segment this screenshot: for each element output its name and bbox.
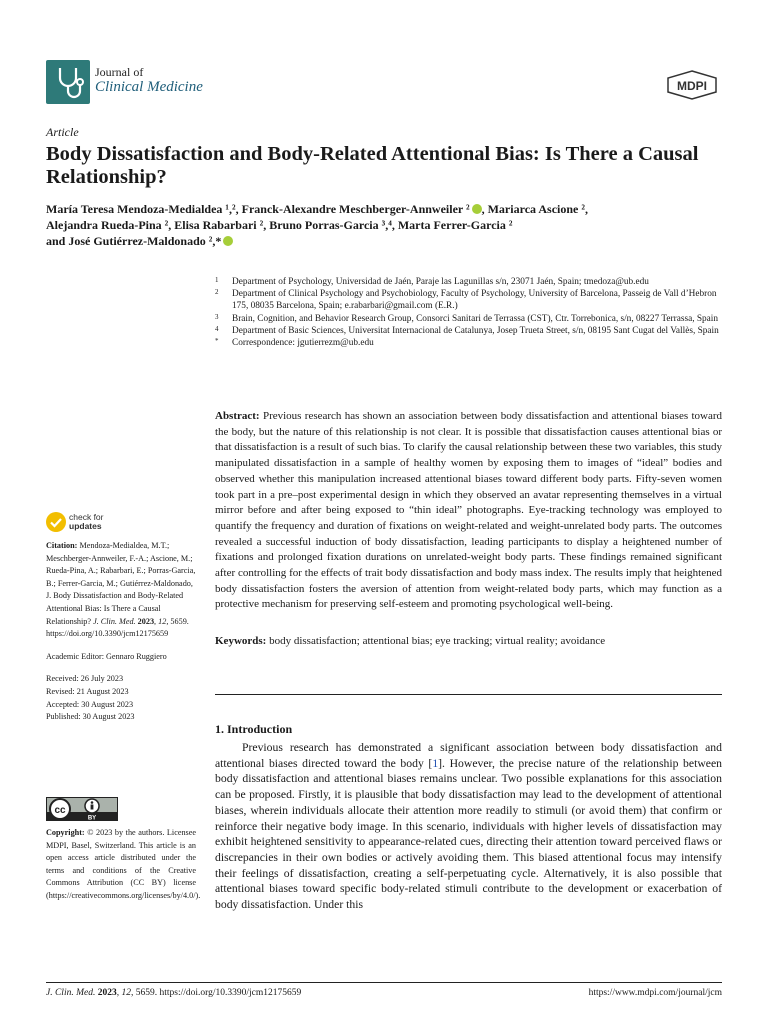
keywords-text: body dissatisfaction; attentional bias; eye tracking; virtual reality; avoidance [269,635,606,647]
author-list [46,201,726,249]
copyright-notice: Copyright: © 2023 by the authors. Licensee MDPI, Basel, Switzerland. This article is an open access article distributed under the terms and conditions of the Creative Commons Attribution (CC BY) license (https://creativecommons.org/licenses/by/4.0/). [46,828,201,900]
authors-line-1[interactable]: María Teresa Mendoza-Medialdea ¹,², Franck-Alexandre Meschberger-Annweiler ² [46,202,470,216]
article-title: Body Dissatisfaction and Body-Related Attentional Bias: Is There a Causal Relationship? [46,143,699,188]
check-for-updates-button[interactable]: check for updates [46,512,126,534]
footer-doi-link[interactable]: , 5659. https://doi.org/10.3390/jcm12175659 [130,988,302,998]
section-divider [215,694,722,695]
date-revised: Revised: 21 August 2023 [46,686,129,696]
affiliations [215,276,720,349]
check-icon [46,512,66,532]
footer-divider [46,982,722,983]
affiliation-item: 3 Brain, Cognition, and Behavior Research Group, Consorci Sanitari de Terrassa (CST), Ctr. Torrebonica, s/n, 08227 Terrassa, Spain [215,312,719,324]
citation: Citation: Mendoza-Medialdea, M.T.; Meschberger-Annweiler, F.-A.; Ascione, M.; Rueda-Pina, A.; Rabarbari, E.; Porras-Garcia, B.; Ferrer-Garcia, M.; Gutiérrez-Maldonado, J. Body Dissatisfaction and Body-Related Attentional Bias: Is There a Causal Relationship? J. Clin. Med. 2023, 12, 5659. https://doi.org/10.3390/jcm12175659 [46,541,196,639]
journal-name: Clinical Medicine [95,79,203,95]
svg-text:cc: cc [54,805,66,816]
article-sidebar [46,540,196,724]
affiliation-item: * Correspondence: jgutierrezm@ub.edu [215,337,374,349]
svg-text:MDPI: MDPI [677,79,707,93]
section-heading-introduction: 1. Introduction [215,722,293,736]
doi-link[interactable]: 5659. https://doi.org/10.3390/jcm12175659 [46,616,189,639]
keywords-label: Keywords: [215,635,267,647]
journal-logo [46,60,90,104]
keywords [215,634,722,649]
article-type: Article [46,125,79,139]
footer-citation: J. Clin. Med. 2023, 12, 5659. https://doi.org/10.3390/jcm12175659 [46,988,302,998]
footer-journal-url[interactable]: https://www.mdpi.com/journal/jcm [588,988,722,998]
svg-text:BY: BY [87,815,97,821]
date-received: Received: 26 July 2023 [46,674,124,684]
orcid-icon[interactable] [223,236,233,246]
date-accepted: Accepted: 30 August 2023 [46,699,134,709]
authors-line-2[interactable]: Alejandra Rueda-Pina ², Elisa Rabarbari ², Bruno Porras-Garcia ³,⁴, Marta Ferrer-Garcia ² [46,218,513,232]
abstract [215,409,722,613]
authors-line-3[interactable]: and José Gutiérrez-Maldonado ²,* [46,234,222,248]
journal-prefix: Journal of [95,65,144,79]
citation-link[interactable]: 1 [432,756,439,770]
mdpi-logo[interactable] [666,70,718,100]
intro-paragraph: Previous research has demonstrated a significant association between body dissatisfaction and attentional biases directed toward the body [1]. However, the precise nature of the relationship between body dissatisfaction and attentional biases remains unclear. Two possible explanations for this association can be proposed. Firstly, it is plausible that body dissatisfaction may lead to the development of attentional biases, wherein individuals allocate their attention more readily to stimuli (or avoid them) that confirm or reinforce their negative body image. In this scenario, individuals with higher levels of dissatisfaction may exhibit heightened sensitivity to appearance-related cues, directing their attention toward perceived flaws or discrepancies in their own bodies or actively avoiding them. This biased attentional focus may intensify their feelings of dissatisfaction, creating a self-perpetuating cycle. Alternatively, it is also possible that attentional biases toward specific body-related stimuli contribute to the development or exacerbation of body dissatisfaction. Under this [215,741,722,912]
affiliation-item: 4 Department of Basic Sciences, Universitat Internacional de Catalunya, Josep Trueta Street, s/n, 08195 Sant Cugat del Vallès, Spain [215,324,719,336]
stethoscope-icon [46,60,90,104]
authors-line-1b[interactable]: , Mariarca Ascione ², [481,202,588,216]
academic-editor: Academic Editor: Gennaro Ruggiero [46,651,167,661]
affiliation-item: 2 Department of Clinical Psychology and Psychobiology, Faculty of Psychology, University of Barcelona, Passeig de Vall d’Hebron 175, 08035 Barcelona, Spain; e.rabarbari@gmail.com (E.R.) [215,288,717,312]
orcid-icon[interactable] [472,204,482,214]
cc-by-badge[interactable] [46,797,118,821]
abstract-text: Previous research has shown an association between body dissatisfaction and attentional biases toward the body, but the nature of this relationship is not clear. It is possible that dissatisfaction causes attentional bias or that dissatisfaction is a result of such bias. To clarify the causal relationship between these two variables, this study manipulated dissatisfaction in a sample of healthy women by exposing them to images of “ideal” bodies and observed whether this manipulation increased attentional biases toward different body parts. Fifty-seven women took part in a pre–post experimental design in which they observed an avatar representing themselves in a virtual mirror before and after being exposed to “thin ideal” photographs. Eye-tracking technology was employed to quantify the frequency and duration of fixations on weight-related and weight-unrelated body parts. The outcomes revealed a successful induction of body dissatisfaction, leading participants to display a heightened number of fixations and prolonged fixation durations on unrelated-weight body parts. These findings remained significant after controlling for the effects of trait body dissatisfaction and body mass index. The results imply that heightened body dissatisfaction fosters the aversion of attention from weight-related body parts, which may function as a protective mechanism for preserving self-esteem and promoting psychological well-being. [215,410,723,611]
date-published: Published: 30 August 2023 [46,712,135,722]
affiliation-item: 1 Department of Psychology, Universidad de Jaén, Paraje las Lagunillas s/n, 23071 Jaén, Spain; tmedoza@ub.edu [215,276,649,287]
abstract-label: Abstract: [215,410,260,422]
